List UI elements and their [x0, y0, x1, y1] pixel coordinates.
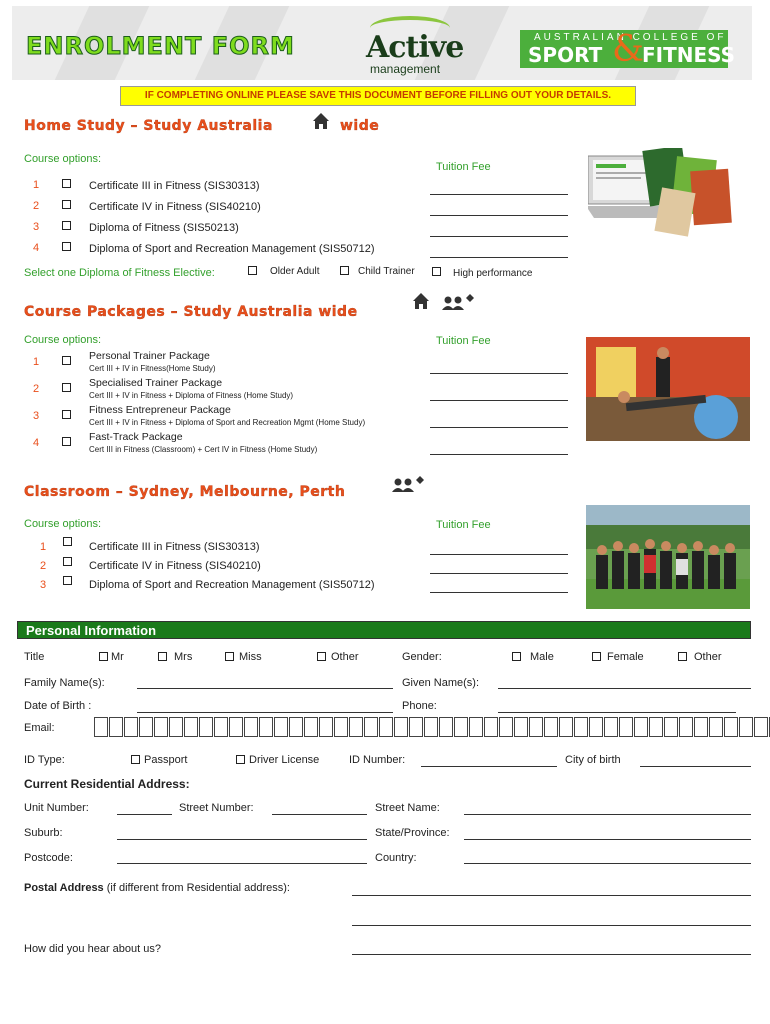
title-mr-label: Mr [111, 651, 124, 663]
classroom-3-fee-field[interactable] [430, 592, 568, 593]
package-4-sub: Cert III in Fitness (Classroom) + Cert IV in Fitness (Home Study) [89, 445, 318, 454]
package-2-label: Specialised Trainer Package [89, 377, 223, 389]
home-item-number: 2 [33, 200, 40, 212]
home-item-3-label: Diploma of Fitness (SIS50213) [89, 222, 239, 234]
elective-older-adult-checkbox[interactable] [248, 266, 257, 275]
classroom-course-options-label: Course options: [24, 518, 102, 530]
package-3-label: Fitness Entrepreneur Package [89, 404, 231, 416]
id-passport-checkbox[interactable] [131, 755, 140, 764]
state-field[interactable] [464, 839, 751, 840]
title-other-checkbox[interactable] [317, 652, 326, 661]
home-item-4-fee-field[interactable] [430, 257, 568, 258]
city-of-birth-field[interactable] [640, 766, 751, 767]
classroom-1-checkbox[interactable] [63, 537, 72, 546]
suburb-field[interactable] [117, 839, 367, 840]
home-item-1-fee-field[interactable] [430, 194, 568, 195]
phone-field[interactable] [498, 712, 736, 713]
home-item-1-checkbox[interactable] [62, 179, 71, 188]
gender-female-label: Female [607, 651, 644, 663]
classroom-1-label: Certificate III in Fitness (SIS30313) [89, 541, 260, 553]
postcode-field[interactable] [117, 863, 367, 864]
classroom-2-label: Certificate IV in Fitness (SIS40210) [89, 560, 261, 572]
postcode-label: Postcode: [24, 852, 73, 864]
elective-high-performance-checkbox[interactable] [432, 267, 441, 276]
gender-female-checkbox[interactable] [592, 652, 601, 661]
home-item-3-fee-field[interactable] [430, 236, 568, 237]
gender-male-checkbox[interactable] [512, 652, 521, 661]
group-people-icon [391, 474, 427, 494]
state-label: State/Province: [375, 827, 450, 839]
package-1-checkbox[interactable] [62, 356, 71, 365]
hear-about-field[interactable] [352, 954, 751, 955]
active-management-logo: Active management [362, 16, 462, 74]
classroom-2-checkbox[interactable] [63, 557, 72, 566]
street-number-field[interactable] [272, 814, 367, 815]
package-1-sub: Cert III + IV in Fitness(Home Study) [89, 364, 216, 373]
gender-other-label: Other [694, 651, 722, 663]
package-4-label: Fast-Track Package [89, 431, 183, 443]
package-1-label: Personal Trainer Package [89, 350, 210, 362]
packages-tuition-fee-label: Tuition Fee [436, 335, 491, 347]
current-address-heading: Current Residential Address: [24, 777, 190, 791]
classroom-item-number: 2 [40, 560, 47, 572]
classroom-tuition-fee-label: Tuition Fee [436, 519, 491, 531]
classroom-item-number: 1 [40, 541, 47, 553]
home-course-options-label: Course options: [24, 153, 102, 165]
home-item-number: 4 [33, 242, 40, 254]
title-label: Title [24, 651, 45, 663]
classroom-3-checkbox[interactable] [63, 576, 72, 585]
id-passport-label: Passport [144, 754, 188, 766]
title-mr-checkbox[interactable] [99, 652, 108, 661]
phone-label: Phone: [402, 700, 437, 712]
title-miss-label: Miss [239, 651, 262, 663]
home-item-3-checkbox[interactable] [62, 221, 71, 230]
group-people-icon [441, 292, 477, 312]
title-mrs-label: Mrs [174, 651, 193, 663]
gender-male-label: Male [530, 651, 554, 663]
given-name-label: Given Name(s): [402, 677, 480, 689]
home-study-heading-wide: wide [340, 118, 380, 134]
dob-label: Date of Birth : [24, 700, 92, 712]
form-title: ENROLMENT FORM [26, 32, 295, 60]
classroom-1-fee-field[interactable] [430, 554, 568, 555]
package-2-sub: Cert III + IV in Fitness + Diploma of Fitness (Home Study) [89, 391, 294, 400]
family-name-field[interactable] [137, 688, 393, 689]
home-item-2-fee-field[interactable] [430, 215, 568, 216]
gym-training-photo [586, 337, 750, 441]
package-item-number: 4 [33, 437, 40, 449]
save-notice: IF COMPLETING ONLINE PLEASE SAVE THIS DOCUMENT BEFORE FILLING OUT YOUR DETAILS. [120, 86, 636, 106]
classroom-2-fee-field[interactable] [430, 573, 568, 574]
home-tuition-fee-label: Tuition Fee [436, 161, 491, 173]
package-item-number: 1 [33, 356, 40, 368]
package-item-number: 3 [33, 410, 40, 422]
package-1-fee-field[interactable] [430, 373, 568, 374]
dob-field[interactable] [137, 712, 393, 713]
package-2-checkbox[interactable] [62, 383, 71, 392]
suburb-label: Suburb: [24, 827, 63, 839]
elective-older-adult-label: Older Adult [270, 266, 320, 277]
acsf-logo: AUSTRALIAN COLLEGE OF SPORT & FITNESS [520, 30, 728, 68]
package-3-sub: Cert III + IV in Fitness + Diploma of Sport and Recreation Mgmt (Home Study) [89, 418, 366, 427]
packages-heading: Course Packages – Study Australia wide [24, 304, 358, 320]
course-materials-image [588, 148, 740, 240]
home-item-4-label: Diploma of Sport and Recreation Management (SIS50712) [89, 243, 375, 255]
home-item-4-checkbox[interactable] [62, 242, 71, 251]
given-name-field[interactable] [498, 688, 751, 689]
elective-label: Select one Diploma of Fitness Elective: [24, 267, 215, 279]
family-name-label: Family Name(s): [24, 677, 105, 689]
hear-about-label: How did you hear about us? [24, 943, 161, 955]
unit-number-label: Unit Number: [24, 802, 89, 814]
home-item-number: 1 [33, 179, 40, 191]
home-item-2-checkbox[interactable] [62, 200, 71, 209]
id-number-field[interactable] [421, 766, 557, 767]
postal-address-label: Postal Address (if different from Residential address): [24, 882, 290, 894]
title-other-label: Other [331, 651, 359, 663]
packages-course-options-label: Course options: [24, 334, 102, 346]
elective-child-trainer-label: Child Trainer [358, 266, 415, 277]
home-item-1-label: Certificate III in Fitness (SIS30313) [89, 180, 260, 192]
group-class-photo [586, 505, 750, 609]
package-2-fee-field[interactable] [430, 400, 568, 401]
home-item-number: 3 [33, 221, 40, 233]
unit-number-field[interactable] [117, 814, 172, 815]
classroom-item-number: 3 [40, 579, 47, 591]
personal-info-bar: Personal Information [17, 621, 751, 639]
id-number-label: ID Number: [349, 754, 406, 766]
package-item-number: 2 [33, 383, 40, 395]
country-field[interactable] [464, 863, 751, 864]
id-driver-license-checkbox[interactable] [236, 755, 245, 764]
gender-label: Gender: [402, 651, 442, 663]
package-3-checkbox[interactable] [62, 410, 71, 419]
gender-other-checkbox[interactable] [678, 652, 687, 661]
email-label: Email: [24, 722, 55, 734]
classroom-3-label: Diploma of Sport and Recreation Management (SIS50712) [89, 579, 375, 591]
title-mrs-checkbox[interactable] [158, 652, 167, 661]
home-study-heading: Home Study – Study Australia [24, 118, 273, 134]
house-icon [412, 292, 430, 310]
id-type-label: ID Type: [24, 754, 65, 766]
title-miss-checkbox[interactable] [225, 652, 234, 661]
home-item-2-label: Certificate IV in Fitness (SIS40210) [89, 201, 261, 213]
package-3-fee-field[interactable] [430, 427, 568, 428]
house-icon [312, 112, 330, 130]
elective-high-performance-label: High performance [453, 268, 533, 279]
street-name-field[interactable] [464, 814, 751, 815]
street-number-label: Street Number: [179, 802, 254, 814]
elective-child-trainer-checkbox[interactable] [340, 266, 349, 275]
street-name-label: Street Name: [375, 802, 440, 814]
city-of-birth-label: City of birth [565, 754, 621, 766]
id-driver-license-label: Driver License [249, 754, 320, 766]
email-boxes[interactable] [94, 717, 770, 737]
classroom-heading: Classroom – Sydney, Melbourne, Perth [24, 484, 346, 500]
postal-address-field-2[interactable] [352, 925, 751, 926]
postal-address-field-1[interactable] [352, 895, 751, 896]
package-4-checkbox[interactable] [62, 437, 71, 446]
country-label: Country: [375, 852, 417, 864]
package-4-fee-field[interactable] [430, 454, 568, 455]
